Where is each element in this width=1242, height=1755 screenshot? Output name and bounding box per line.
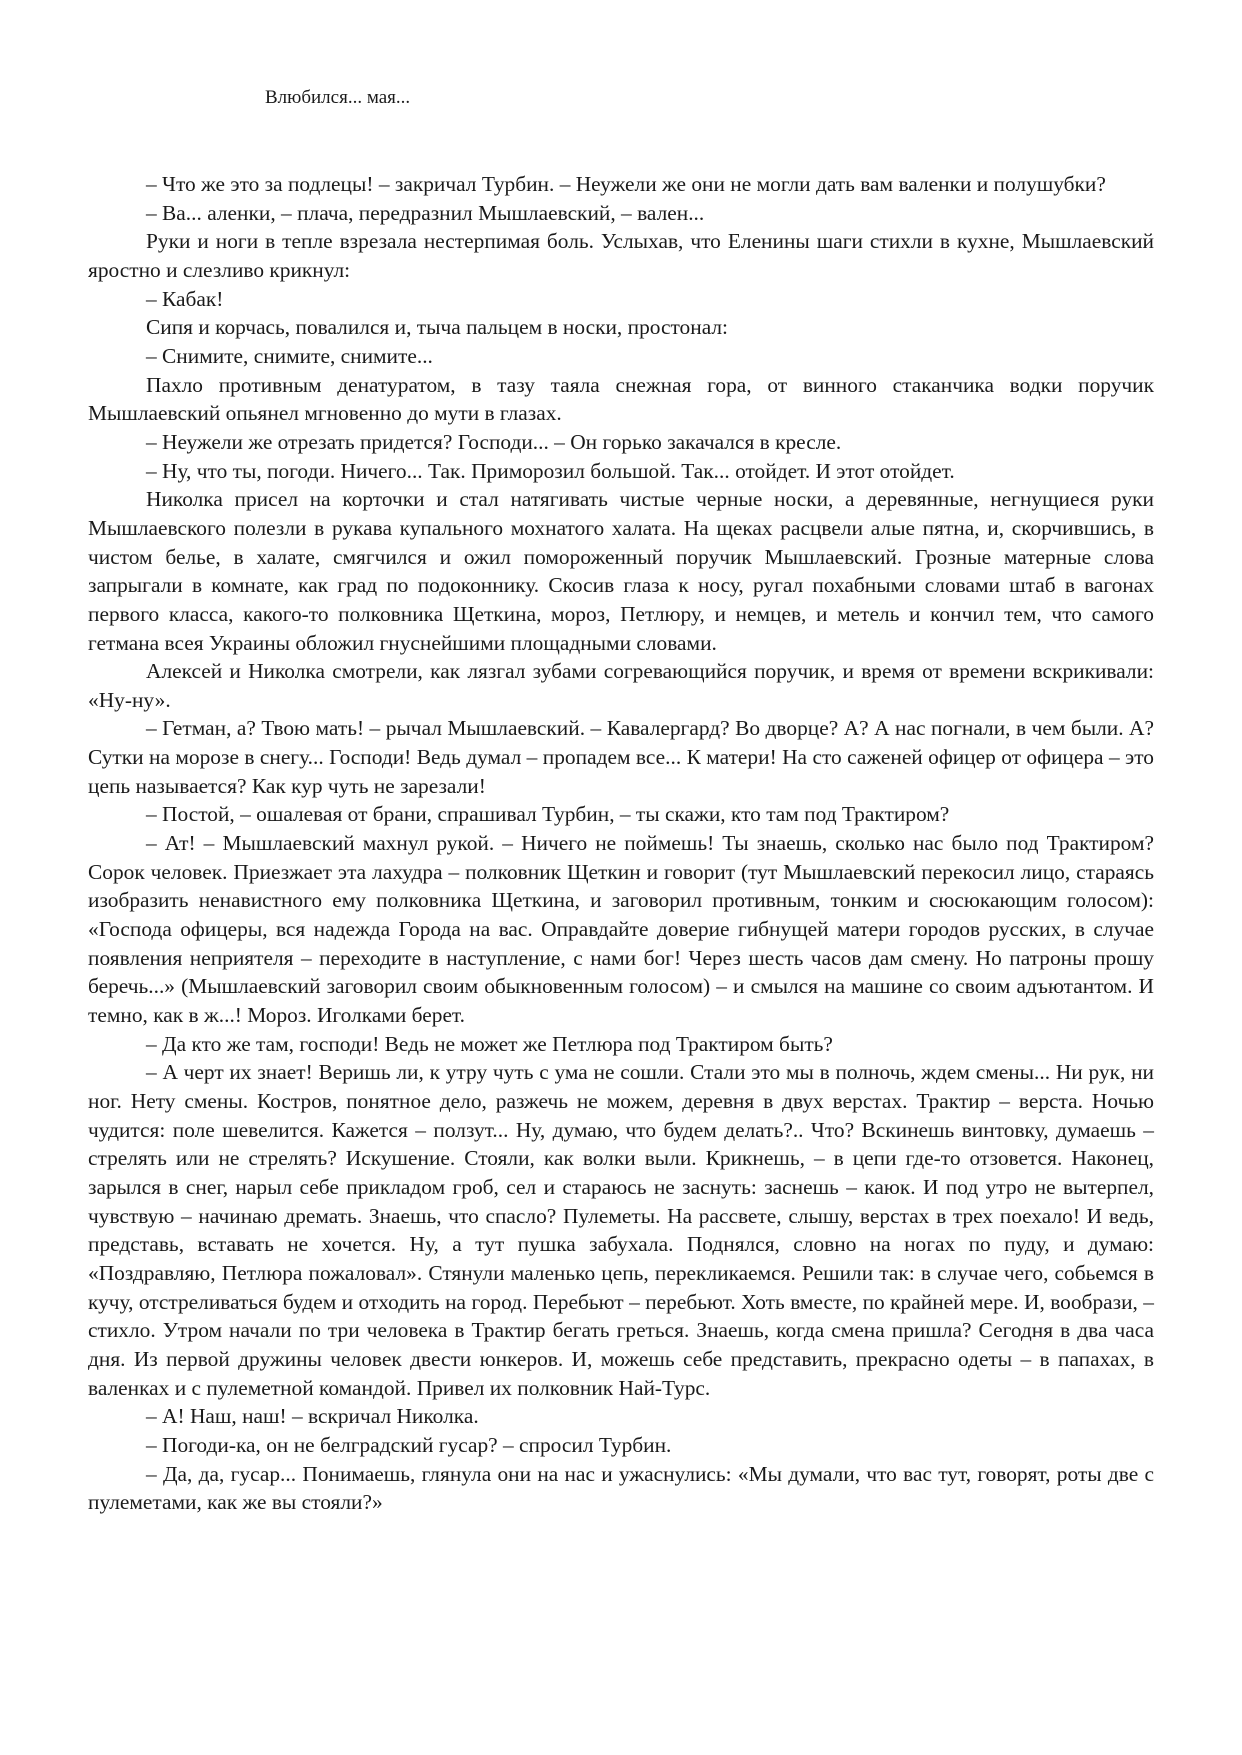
paragraph: – Погоди-ка, он не белградский гусар? – спросил Турбин. <box>146 1432 672 1457</box>
paragraph: Алексей и Николка смотрели, как лязгал зубами согревающийся поручик, и время от времени вскрикивали: «Ну-ну». <box>88 659 1154 712</box>
paragraph: – Ат! – Мышлаевский махнул рукой. – Ничего не поймешь! Ты знаешь, сколько нас было под Трактиром? Сорок человек. Приезжает эта лахудра – полковник Щеткин и говорит (тут Мышлаевский перекосил лицо, стараясь изобразить ненавистного ему полковника Щеткина, и заговорил противным, тонким и сюсюкающим голосом): «Господа офицеры, вся надежда Города на вас. Оправдайте доверие гибнущей матери городов русских, в случае появления неприятеля – переходите в наступление, с нами бог! Через шесть часов дам смену. Но патроны прошу беречь...» (Мышлаевский заговорил своим обыкновенным голосом) – и смылся на машине со своим адъютантом. И темно, как в ж...! Мороз. Иголками берет. <box>88 831 1154 1028</box>
paragraph: – Неужели же отрезать придется? Господи... – Он горько закачался в кресле. <box>146 429 842 454</box>
paragraph: – Снимите, снимите, снимите... <box>146 343 433 368</box>
epigraph: Влюбился... мая... <box>265 87 411 108</box>
paragraph: – Гетман, а? Твою мать! – рычал Мышлаевский. – Кавалергард? Во дворце? А? А нас погнали, в чем были. А? Сутки на морозе в снегу... Господи! Ведь думал – пропадем все... К матери! На сто саженей офицер от офицера – это цепь называется? Как кур чуть не зарезали! <box>88 716 1154 798</box>
paragraph: Сипя и корчась, повалился и, тыча пальцем в носки, простонал: <box>146 315 728 340</box>
body-text <box>88 170 1154 1517</box>
paragraph: – Что же это за подлецы! – закричал Турбин. – Неужели же они не могли дать вам валенки и полушубки? <box>146 172 1106 196</box>
paragraph: – Ну, что ты, погоди. Ничего... Так. Приморозил большой. Так... отойдет. И этот отойдет. <box>146 458 955 483</box>
paragraph: – Да кто же там, господи! Ведь не может же Петлюра под Трактиром быть? <box>146 1031 833 1056</box>
paragraph: Николка присел на корточки и стал натягивать чистые черные носки, а деревянные, негнущиеся руки Мышлаевского полезли в рукава купального мохнатого халата. На щеках расцвели алые пятна, и, скорчившись, в чистом белье, в халате, смягчился и ожил помороженный поручик Мышлаевский. Грозные матерные слова запрыгали в комнате, как град по подоконнику. Скосив глаза к носу, ругал похабными словами штаб в вагонах первого класса, какого-то полковника Щеткина, мороз, Петлюру, и немцев, и метель и кончил тем, что самого гетмана всея Украины обложил гнуснейшими площадными словами. <box>88 487 1154 655</box>
paragraph: – А! Наш, наш! – вскричал Николка. <box>146 1404 479 1429</box>
paragraph: – Кабак! <box>146 286 224 311</box>
paragraph: – А черт их знает! Веришь ли, к утру чуть с ума не сошли. Стали это мы в полночь, ждем смены... Ни рук, ни ног. Нету смены. Костров, понятное дело, разжечь не можем, деревня в двух верстах. Трактир – верста. Ночью чудится: поле шевелится. Кажется – ползут... Ну, думаю, что будем делать?.. Что? Вскинешь винтовку, думаешь – стрелять или не стрелять? Искушение. Стояли, как волки выли. Крикнешь, – в цепи где-то отзовется. Наконец, зарылся в снег, нарыл себе прикладом гроб, сел и стараюсь не заснуть: заснешь – каюк. И под утро не вытерпел, чувствую – начинаю дремать. Знаешь, что спасло? Пулеметы. На рассвете, слышу, верстах в трех поехало! И ведь, представь, вставать не хочется. Ну, а тут пушка забухала. Поднялся, словно на ногах по пуду, и думаю: «Поздравляю, Петлюра пожаловал». Стянули маленько цепь, перекликаемся. Решили так: в случае чего, собьемся в кучу, отстреливаться будем и отходить на город. Перебьют – перебьют. Хоть вместе, по крайней мере. И, вообрази, – стихло. Утром начали по три человека в Трактир бегать греться. Знаешь, когда смена пришла? Сегодня в два часа дня. Из первой дружины человек двести юнкеров. И, можешь себе представить, прекрасно одеты – в папахах, в валенках и с пулеметной командой. Привел их полковник Най-Турс. <box>88 1060 1154 1400</box>
paragraph: – Да, да, гусар... Понимаешь, глянула они на нас и ужаснулись: «Мы думали, что вас тут, говорят, роты две с пулеметами, как же вы стояли?» <box>88 1461 1154 1515</box>
paragraph: Руки и ноги в тепле взрезала нестерпимая боль. Услыхав, что Еленины шаги стихли в кухне, Мышлаевский яростно и слезливо крикнул: <box>88 229 1154 282</box>
paragraph: – Постой, – ошалевая от брани, спрашивал Турбин, – ты скажи, кто там под Трактиром? <box>146 802 950 827</box>
paragraph: Пахло противным денатуратом, в тазу таяла снежная гора, от винного стаканчика водки поручик Мышлаевский опьянел мгновенно до мути в глазах. <box>88 372 1154 426</box>
paragraph: – Ва... аленки, – плача, передразнил Мышлаевский, – вален... <box>146 200 705 225</box>
